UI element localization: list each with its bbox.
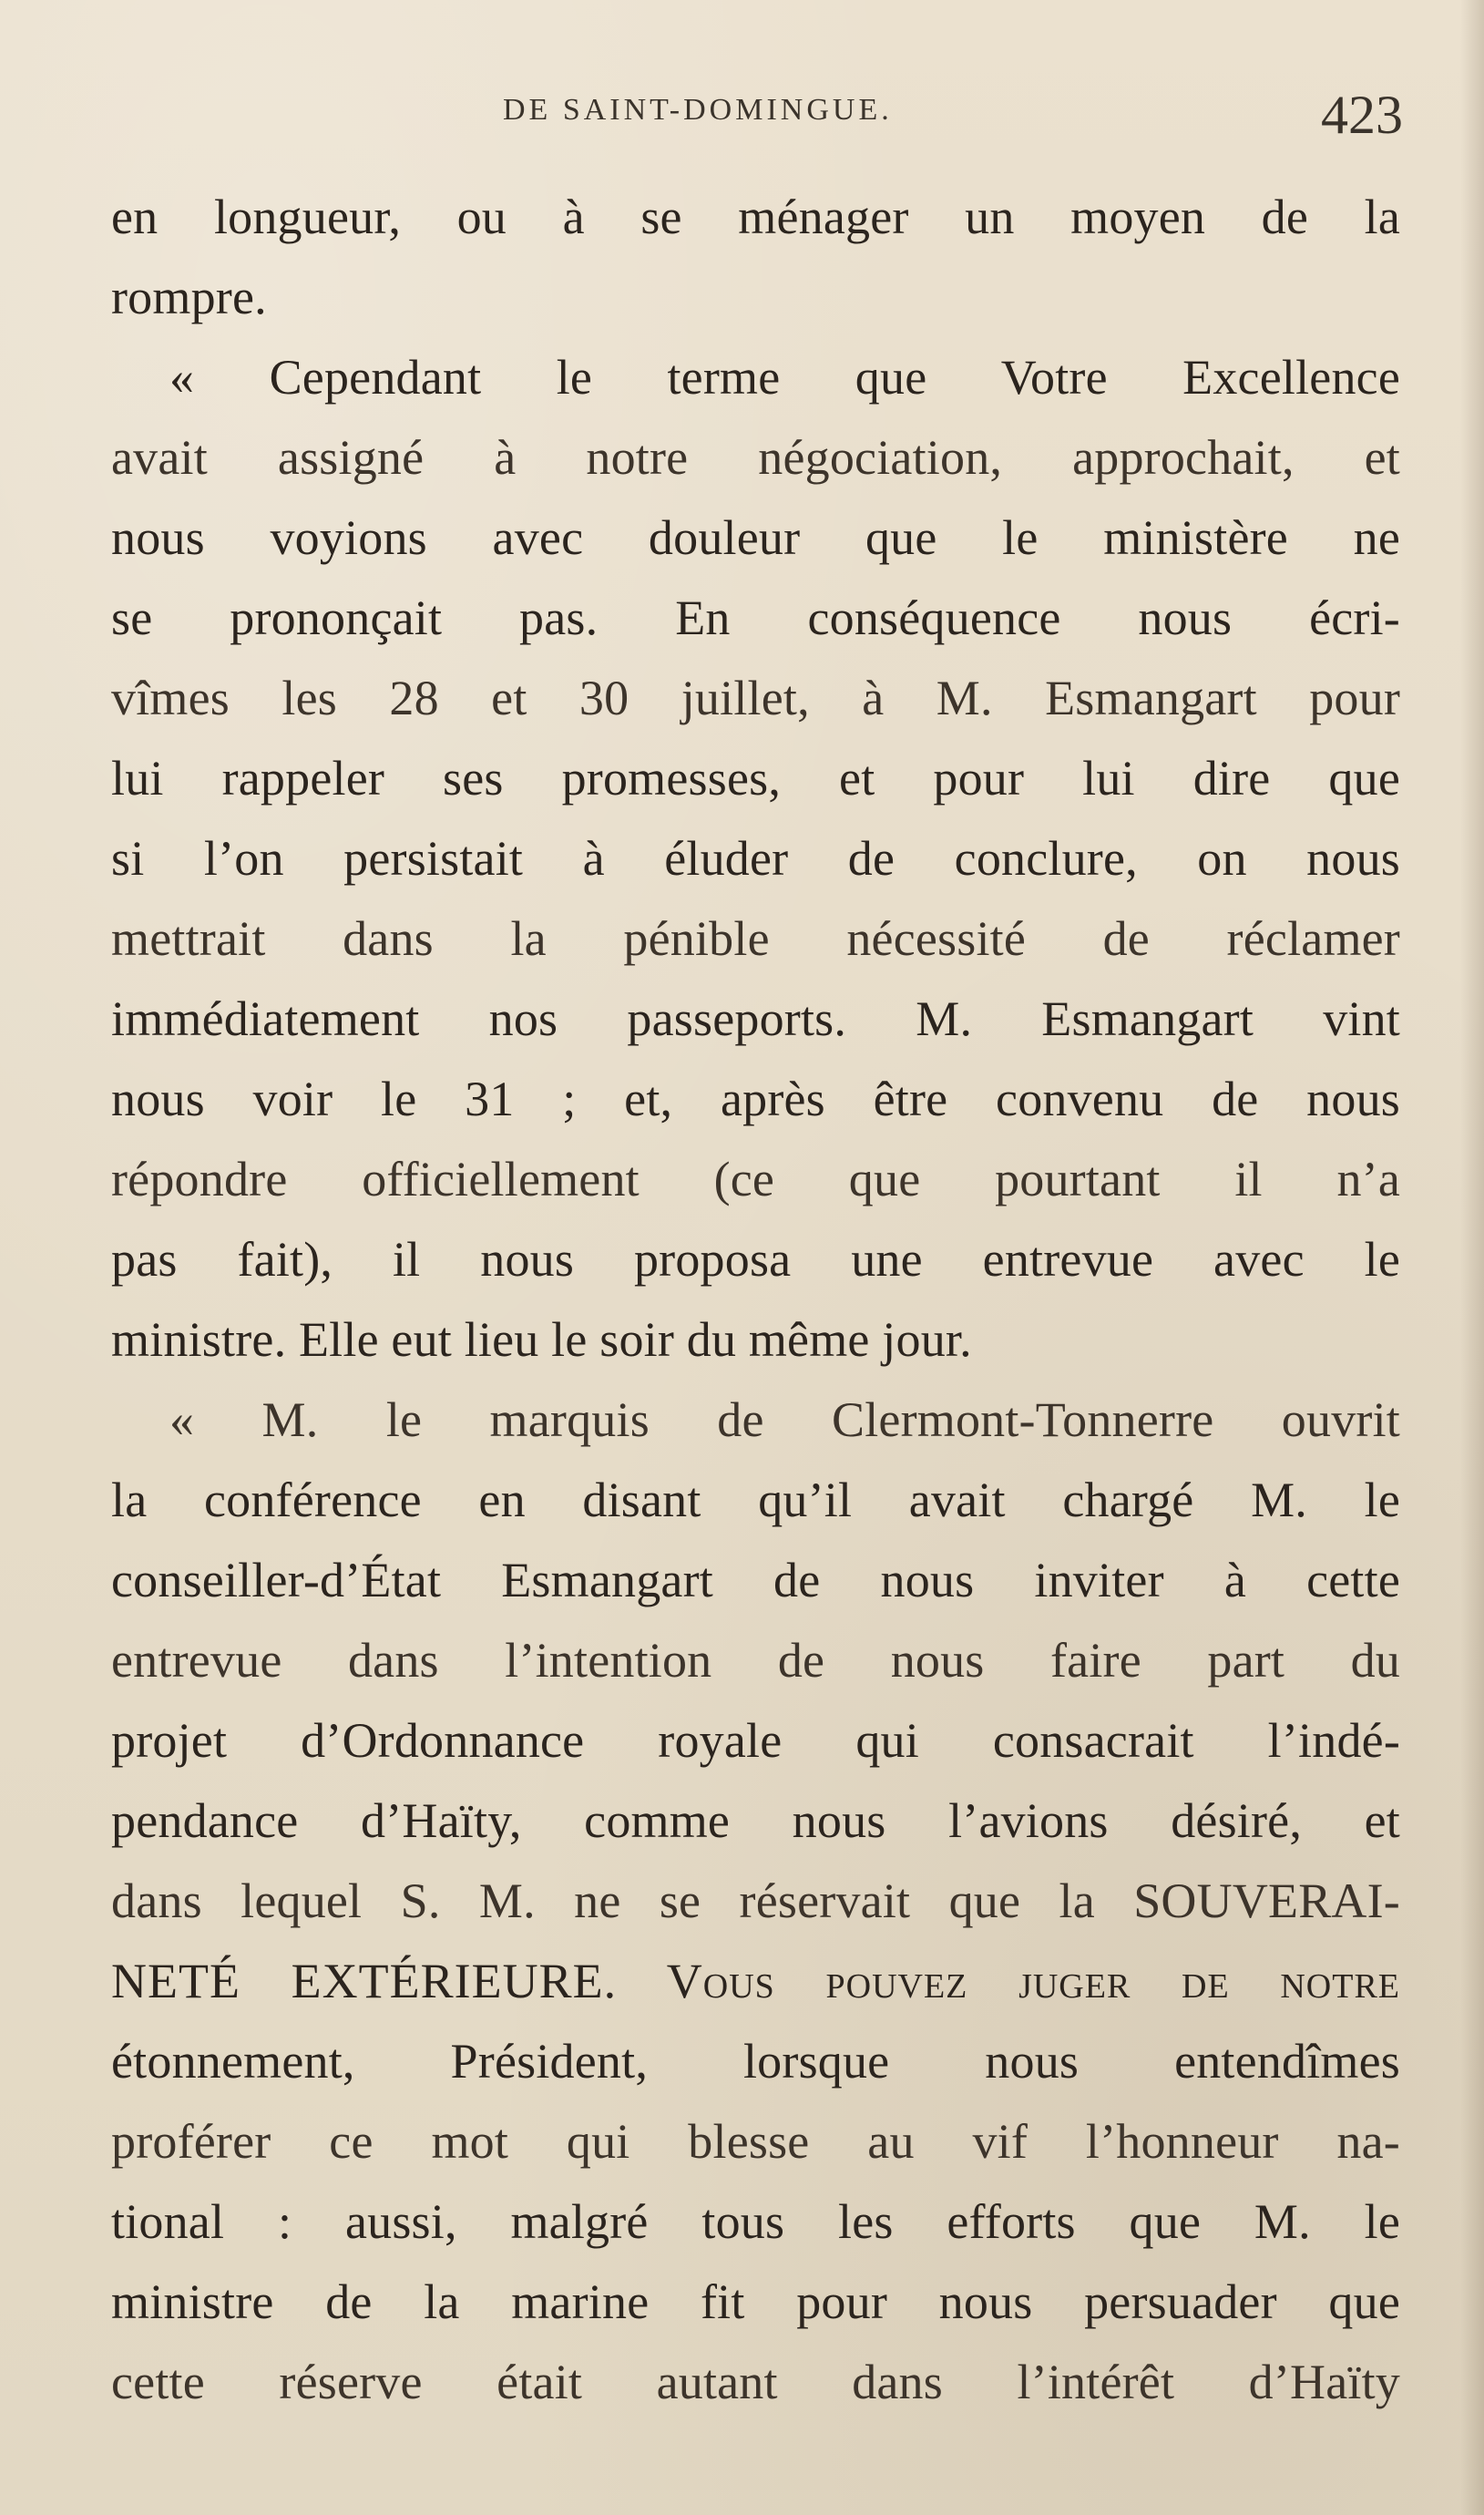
text-line-3: « Cependant le terme que Votre Excellence	[169, 350, 1400, 405]
text-line-9: si l’on persistait à éluder de conclure, on nous	[111, 831, 1400, 886]
text-line-26: tional : aussi, malgré tous les efforts que M. le	[111, 2194, 1400, 2249]
text-line-1: en longueur, ou à se ménager un moyen de la	[111, 190, 1400, 244]
text-line-24: étonnement, Président, lorsque nous entendîmes	[111, 2034, 1400, 2089]
text-line-19: entrevue dans l’intention de nous faire part du	[111, 1633, 1400, 1688]
text-line-8: lui rappeler ses promesses, et pour lui dire que	[111, 751, 1400, 806]
running-head: DE SAINT-DOMINGUE.	[503, 93, 893, 127]
text-line-22: dans lequel S. M. ne se réservait que la SOUVERAI-	[111, 1873, 1400, 1928]
text-line-15: ministre. Elle eut lieu le soir du même jour.	[111, 1312, 972, 1367]
page-number: 423	[1321, 85, 1403, 145]
text-line-18: conseiller-d’État Esmangart de nous inviter à cette	[111, 1553, 1400, 1607]
text-line-25: proférer ce mot qui blesse au vif l’honneur na-	[111, 2114, 1400, 2169]
text-line-20: projet d’Ordonnance royale qui consacrait l’indé-	[111, 1713, 1400, 1768]
page-header	[109, 84, 1403, 148]
text-line-21: pendance d’Haïty, comme nous l’avions désiré, et	[111, 1793, 1400, 1848]
text-line-17: la conférence en disant qu’il avait chargé M. le	[111, 1473, 1400, 1527]
text-line-16: « M. le marquis de Clermont-Tonnerre ouvrit	[169, 1392, 1400, 1447]
text-line-6: se prononçait pas. En conséquence nous écri-	[111, 590, 1400, 645]
text-line-2: rompre.	[111, 270, 267, 324]
text-line-10: mettrait dans la pénible nécessité de réclamer	[111, 911, 1400, 966]
text-line-14: pas fait), il nous proposa une entrevue avec le	[111, 1232, 1400, 1287]
text-line-27: ministre de la marine fit pour nous persuader que	[111, 2274, 1400, 2329]
text-line-11: immédiatement nos passeports. M. Esmangart vint	[111, 991, 1400, 1046]
text-line-5: nous voyions avec douleur que le ministère ne	[111, 510, 1400, 565]
text-line-23: NETÉ EXTÉRIEURE. Vous pouvez juger de notre	[111, 1954, 1400, 2008]
page-edge-shadow	[1460, 0, 1484, 2515]
text-line-7: vîmes les 28 et 30 juillet, à M. Esmangart pour	[111, 671, 1400, 725]
text-line-13: répondre officiellement (ce que pourtant il n’a	[111, 1152, 1400, 1206]
text-line-4: avait assigné à notre négociation, approchait, et	[111, 430, 1400, 485]
body-text	[111, 177, 1400, 2409]
text-line-12: nous voir le 31 ; et, après être convenu de nous	[111, 1072, 1400, 1126]
text-line-28: cette réserve était autant dans l’intérêt d’Haïty	[111, 2355, 1400, 2409]
